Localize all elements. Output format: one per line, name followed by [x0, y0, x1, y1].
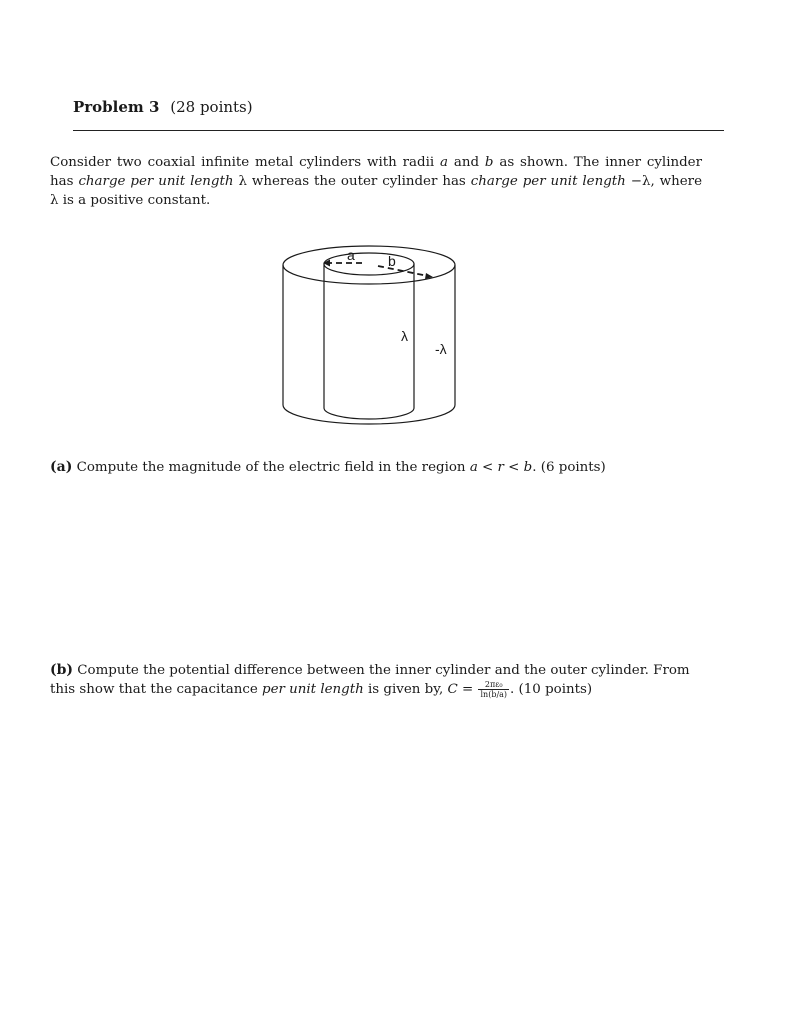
problem-statement: [50, 153, 702, 210]
intro-text: is a positive constant.: [58, 193, 211, 208]
inner-cylinder-top: [324, 253, 414, 275]
fraction-denominator: ln(b/a): [480, 690, 508, 699]
part-a-text: Compute the magnitude of the electric field in the region: [72, 460, 470, 475]
outer-cylinder-top: [283, 246, 455, 284]
emphasis-charge-per-unit-length: charge per unit length: [78, 174, 234, 189]
label-b: b: [388, 253, 396, 269]
intro-text: , where: [650, 174, 703, 189]
neg-lambda-symbol: −λ: [625, 174, 651, 189]
header-divider: [73, 130, 724, 131]
emphasis-per-unit-length: per unit length: [262, 682, 364, 697]
emphasis-charge-per-unit-length: charge per unit length: [470, 174, 626, 189]
capacitance-fraction: [478, 680, 509, 699]
intro-text: Consider two coaxial infinite metal cylinders with radii: [50, 155, 441, 170]
cylinders-diagram: [278, 236, 463, 432]
lambda-symbol: λ: [233, 174, 247, 189]
part-b-text: is given by,: [363, 682, 448, 697]
intro-text: as shown. The inner cylinder has: [50, 155, 703, 189]
var-a: a: [440, 155, 448, 170]
part-b-points: . (10 points): [510, 682, 593, 697]
capacitance-equation: C =: [447, 682, 478, 697]
part-a-label: (a): [50, 459, 73, 475]
part-a-points: . (6 points): [532, 460, 606, 475]
fraction-numerator: 2πε₀: [478, 680, 509, 690]
part-b-label: (b): [50, 662, 74, 678]
intro-text: and: [448, 155, 485, 170]
label-neg-lambda: -λ: [435, 341, 447, 357]
label-a: a: [347, 247, 355, 263]
lambda-symbol: λ: [50, 193, 59, 208]
label-lambda: λ: [401, 328, 408, 344]
intro-text: whereas the outer cylinder has: [246, 174, 471, 189]
outer-cylinder-body: [283, 265, 455, 424]
part-a: [50, 458, 710, 477]
part-b-text: Compute the potential difference between the inner cylinder and the outer cylinder. From this show that the capacitance: [50, 663, 690, 697]
part-a-math: a < r < b: [469, 460, 533, 475]
part-b: [50, 661, 710, 699]
problem-points: (28 points): [170, 98, 253, 116]
problem-header: [73, 97, 253, 117]
problem-title: Problem 3: [73, 98, 160, 116]
var-b: b: [484, 155, 494, 170]
coaxial-cylinders-figure: [278, 236, 463, 432]
